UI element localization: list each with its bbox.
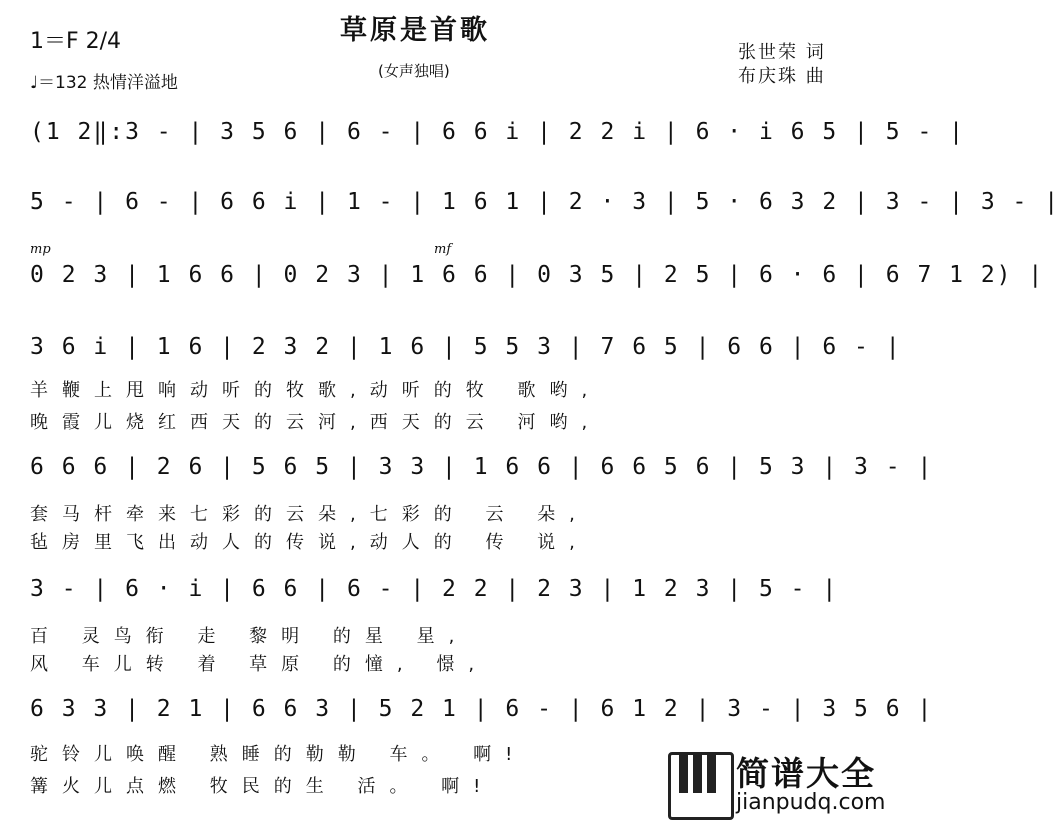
score-row-text: 0 2 3 | 1 6 6 | 0 2 3 | 1 6 6 | 0 3 5 | 2 5 | 6 · 6 | 6 7 1 2) | [30, 262, 1045, 288]
score-row-text: 5 - | 6 - | 6 6 i | 1 - | 1 6 1 | 2 · 3 | 5 · 6 3 2 | 3 - | 3 - | [30, 189, 1060, 215]
lyric-line-1: 羊鞭上甩响动听的牧歌,动听的牧 歌哟, [30, 380, 602, 401]
song-title: 草原是首歌 [340, 15, 490, 46]
key-signature: 1＝F 2/4 [30, 29, 122, 54]
score-row-3 [30, 258, 1045, 292]
score-row-text: 6 3 3 | 2 1 | 6 6 3 | 5 2 1 | 6 - | 6 1 2 | 3 - | 3 5 6 | [30, 696, 934, 722]
score-row-6 [30, 572, 860, 606]
lyricist-credit: 张世荣 词 [738, 42, 826, 63]
score-row-4 [30, 330, 902, 364]
watermark-name: 简谱大全 [736, 754, 876, 793]
score-row-text: (1 2‖:3 - | 3 5 6 | 6 - | 6 6 i | 2 2 i | 6 · i 6 5 | 5 - | [30, 119, 965, 145]
lyric-line-6: 风 车儿转 着 草原 的憧, 憬, [30, 654, 489, 675]
score-row-text: 3 6 i | 1 6 | 2 3 2 | 1 6 | 5 5 3 | 7 6 5 | 6 6 | 6 - | [30, 334, 902, 360]
lyric-line-2: 晚霞儿烧红西天的云河,西天的云 河哟, [30, 412, 602, 433]
lyric-line-7: 驼铃儿唤醒 熟睡的勒勒 车。 啊! [30, 744, 527, 765]
piano-icon [668, 752, 734, 820]
score-row-text: 6 6 6 | 2 6 | 5 6 5 | 3 3 | 1 6 6 | 6 6 5 6 | 5 3 | 3 - | [30, 454, 934, 480]
score-row-text: 3 - | 6 · i | 6 6 | 6 - | 2 2 | 2 3 | 1 2 3 | 5 - | [30, 576, 839, 602]
lyric-line-4: 毡房里飞出动人的传说,动人的 传 说, [30, 532, 589, 553]
lyric-line-8: 篝火儿点燃 牧民的生 活。 啊! [30, 776, 495, 797]
score-row-5 [30, 450, 934, 484]
performance-note: (女声独唱) [378, 62, 450, 80]
lyric-line-5: 百 灵鸟衔 走 黎明 的星 星, [30, 626, 469, 647]
lyric-line-3: 套马杆牵来七彩的云朵,七彩的 云 朵, [30, 504, 589, 525]
tempo-marking: ♩＝132 热情洋溢地 [30, 73, 178, 93]
site-watermark [668, 748, 886, 818]
dynamic-mp: mp [30, 242, 51, 257]
dynamic-mf: mf [434, 242, 452, 257]
score-row-1 [30, 115, 965, 149]
score-row-2 [30, 185, 1060, 219]
composer-credit: 布庆珠 曲 [738, 66, 826, 87]
score-row-7 [30, 692, 934, 726]
watermark-url: jianpudq.com [736, 790, 886, 815]
